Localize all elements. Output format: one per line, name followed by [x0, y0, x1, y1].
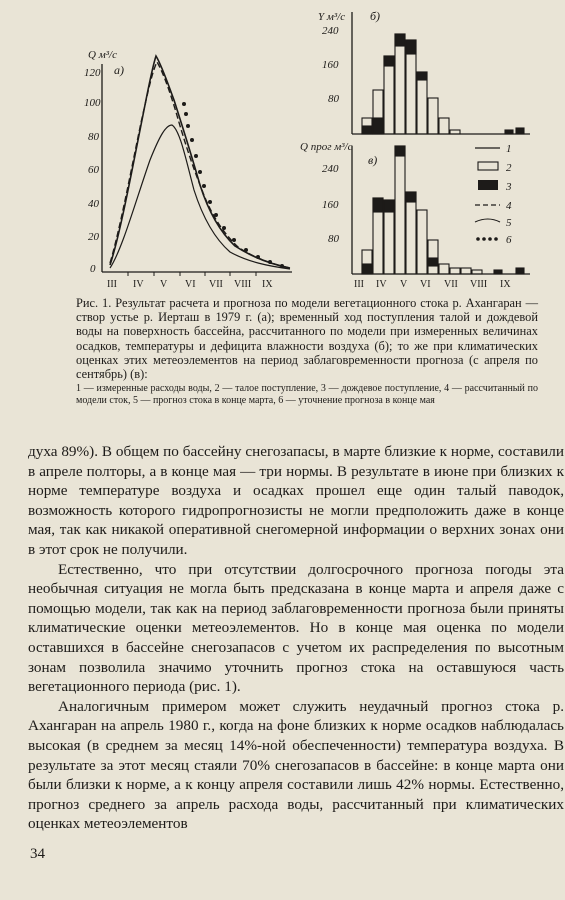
xtick: IV: [376, 279, 387, 290]
ytick: 120: [84, 67, 101, 79]
paragraph: Естественно, что при отсутствии долгосрочного прогноза погоды эта необычная ситуация не могла быть предсказана в конце марта и апреля даже с помощью модели, так как на период заблаговременности прогноза были приняты климатические оценки метеоэлементов. Но в конце мая оценка по модели оставшихся в бассейне снегозапасов с учетом их распределения по высотным зонам позволила значимо уточнить прогноз стока на оставшуюся часть вегетационного периода (рис. 1).: [28, 560, 564, 696]
panel-b-label: б): [370, 9, 381, 23]
panel-a-measured-curve: [110, 56, 290, 268]
xtick: IX: [500, 279, 511, 290]
ytick: 20: [88, 231, 99, 243]
panel-c-label: в): [368, 153, 378, 167]
ytick: 80: [328, 93, 339, 105]
ytick: 160: [322, 59, 339, 71]
ytick: 60: [88, 164, 99, 176]
ytick: 40: [88, 198, 99, 210]
panel-a-model-curve: [110, 62, 290, 268]
panel-c-ylabel: Q прог м³/с: [300, 141, 353, 153]
paragraph: духа 89%). В общем по бассейну снегозапасы, в марте близкие к норме, составили в апреле полторы, а в конце мая — три нормы. В результате в июне при близких к норме температуре воздуха и осадках прошел еще один талый паводок, возможность которого гидропрогнозисты не могли предположить даже в конце мая, так как никакой оперативной снегомерной информации о верхних зонах они в этот срок не получили.: [28, 443, 564, 558]
panel-b-ylabel: Y м³/с: [318, 11, 346, 23]
figure: [0, 0, 565, 292]
xtick: VIII: [470, 279, 488, 290]
ytick: 160: [322, 199, 339, 211]
legend-label: 2: [506, 162, 512, 174]
panel-a-xticks: [107, 279, 273, 290]
xtick: VII: [444, 279, 458, 290]
ytick: 240: [322, 163, 339, 175]
legend-label: 4: [506, 200, 512, 212]
ytick: 240: [322, 25, 339, 37]
panel-c: [300, 141, 530, 290]
legend: [475, 143, 512, 246]
ytick: 80: [88, 131, 99, 143]
caption-legend: 1 — измеренные расходы воды, 2 — талое поступление, 3 — дождевое поступление, 4 — рассчитанный по модели сток, 5 — прогноз стока в конце марта, 6 — уточнение прогноза в конце мая: [76, 383, 538, 406]
xtick: III: [107, 279, 117, 290]
legend-label: 6: [506, 234, 512, 246]
xtick: IV: [133, 279, 144, 290]
page-number: 34: [30, 846, 45, 862]
ytick: 80: [328, 233, 339, 245]
xtick: V: [400, 279, 408, 290]
xtick: III: [354, 279, 364, 290]
panel-a-yticks: [84, 67, 101, 275]
xtick: VI: [420, 279, 431, 290]
panel-a-ylabel: Q м³/с: [88, 49, 117, 61]
legend-label: 5: [506, 217, 512, 229]
panel-a: [84, 49, 292, 290]
panel-c-bars: [362, 146, 524, 274]
panel-b: [318, 9, 530, 134]
xtick: VIII: [234, 279, 252, 290]
panel-a-label: а): [114, 63, 124, 77]
legend-label: 3: [506, 181, 512, 193]
caption-main: Рис. 1. Результат расчета и прогноза по модели вегетационного стока р. Ахангаран — створ устье р. Иерташ в 1979 г. (а); временный ход поступления талой и дождевой воды на поверхность бассейна, рассчитанного по модели при измеренных величинах осадков, температуры и дефицита влажности воздуха (б); то же при климатических оценках этих метеоэлементов на период заблаговременности прогноза (с апреля по сентябрь) (в):: [76, 296, 538, 382]
panel-b-bars: [362, 34, 524, 134]
xtick: VII: [209, 279, 223, 290]
xtick: IX: [262, 279, 273, 290]
panel-c-xticks: [354, 279, 511, 290]
ytick: 100: [84, 97, 101, 109]
xtick: VI: [185, 279, 196, 290]
paragraph: Аналогичным примером может служить неудачный прогноз стока р. Ахангаран на апрель 1980 г., когда на фоне близких к норме осадков наблюдалась высокая (в среднем за месяц 14%-ной обеспеченности) температура воздуха. В результате за этот месяц стаяли 70% снегозапасов в бассейне: в конце марта они были близки к норме, а к концу апреля составили лишь 42% нормы. Естественно, прогноз среднего за апрель расхода воды, рассчитанный при климатических оценках метеоэлементов: [28, 697, 564, 833]
xtick: V: [160, 279, 168, 290]
legend-label: 1: [506, 143, 512, 155]
ytick: 0: [90, 263, 96, 275]
figure-caption: [76, 296, 538, 406]
body-text: [28, 442, 564, 834]
